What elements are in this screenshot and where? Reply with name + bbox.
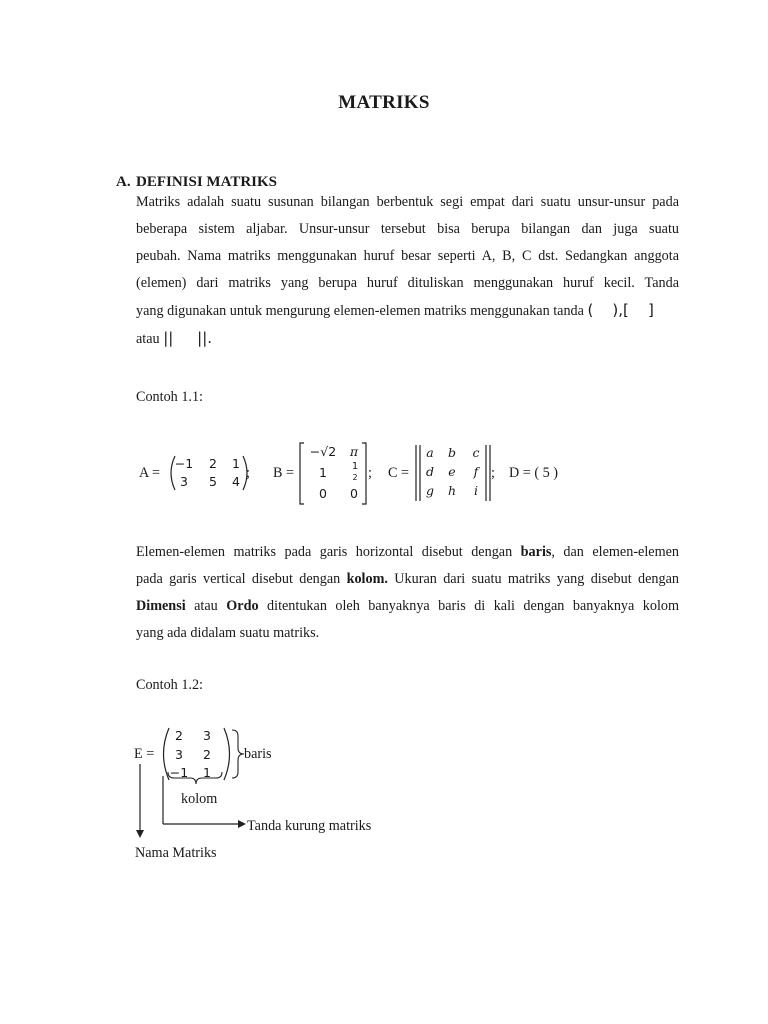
a22: 5 bbox=[209, 474, 217, 489]
a12: 2 bbox=[209, 456, 217, 471]
matrix-b-separator: ; bbox=[368, 465, 372, 481]
para2-line-4: yang ada didalam suatu matriks. bbox=[136, 625, 320, 641]
example-1-label: Contoh 1.1: bbox=[136, 389, 204, 405]
term-kolom: kolom. bbox=[346, 571, 388, 587]
section-heading: DEFINISI MATRIKS bbox=[136, 174, 277, 190]
e21: 3 bbox=[175, 747, 183, 762]
norm-sign: || ||. bbox=[163, 329, 213, 347]
c11: a bbox=[426, 445, 434, 460]
para2-l3-b: atau bbox=[194, 598, 218, 614]
matrix-c-separator: ; bbox=[491, 465, 495, 481]
matrix-e-label: E = bbox=[134, 746, 155, 762]
para2-l1-c: , dan elemen-elemen bbox=[551, 544, 680, 560]
para1-line-6 bbox=[136, 325, 679, 353]
para2-line-1 bbox=[136, 539, 679, 566]
c33: i bbox=[474, 483, 478, 498]
para2-l3-d: ditentukan oleh banyaknya baris di kali dengan banyaknya kolom bbox=[267, 598, 680, 614]
matrix-b-cells bbox=[298, 444, 372, 504]
matrix-b-label: B = bbox=[273, 465, 295, 481]
a21: 3 bbox=[180, 474, 188, 489]
section-number: A. bbox=[116, 174, 131, 190]
example-2-label: Contoh 1.2: bbox=[136, 677, 204, 693]
matrix-c-label: C = bbox=[388, 465, 410, 481]
c13: c bbox=[472, 445, 480, 460]
para1-line-2: beberapa sistem aljabar. Unsur-unsur tersebut bisa berupa bilangan dan juga suatu bbox=[136, 221, 679, 237]
matrix-a-separator: ; bbox=[246, 465, 250, 481]
bracket-signs: ( ),[ ] bbox=[587, 301, 654, 319]
para1-line-1: Matriks adalah suatu susunan bilangan berbentuk segi empat dari suatu unsur-unsur pada bbox=[136, 194, 679, 210]
e32: 1 bbox=[203, 765, 211, 780]
matrix-e-cells bbox=[160, 728, 226, 784]
b21: 1 bbox=[319, 465, 327, 480]
page-title: MATRIKS bbox=[338, 92, 430, 113]
para2-l2-a: pada garis vertical disebut dengan bbox=[136, 571, 341, 587]
b22-denominator: 2 bbox=[352, 473, 358, 482]
matrix-c-cells bbox=[413, 445, 493, 501]
kolom-label: kolom bbox=[181, 791, 218, 807]
e22: 2 bbox=[203, 747, 211, 762]
b22-numerator: 1 bbox=[351, 461, 359, 472]
baris-label: baris bbox=[244, 746, 272, 762]
matrix-a-cells bbox=[166, 456, 256, 492]
term-baris: baris bbox=[520, 544, 552, 560]
matrix-a-label: A = bbox=[139, 465, 161, 481]
bracket-note: Tanda kurung matriks bbox=[247, 818, 372, 834]
dimension-paragraph bbox=[136, 539, 679, 647]
para1-line-4: (elemen) dari matriks yang berupa huruf dituliskan menggunakan huruf kecil. Tanda bbox=[136, 275, 679, 291]
para1-line-5-text: yang digunakan untuk mengurung elemen-elemen matriks menggunakan tanda bbox=[136, 303, 584, 319]
term-ordo: Ordo bbox=[226, 598, 259, 614]
definition-paragraph bbox=[136, 189, 679, 353]
c12: b bbox=[447, 445, 456, 460]
c22: e bbox=[448, 464, 456, 479]
e12: 3 bbox=[203, 728, 211, 743]
para2-line-2 bbox=[136, 566, 679, 593]
a11: −1 bbox=[174, 456, 194, 471]
c32: h bbox=[447, 483, 457, 498]
para1-last-text: atau bbox=[136, 331, 160, 347]
b12: π bbox=[349, 444, 359, 459]
c23: f bbox=[473, 464, 479, 479]
a23: 4 bbox=[232, 474, 240, 489]
para2-line-3 bbox=[136, 593, 679, 620]
b22-fraction bbox=[346, 461, 364, 483]
matrix-d: D = ( 5 ) bbox=[509, 465, 558, 481]
para2-l1-a: Elemen-elemen matriks pada garis horizontal disebut dengan bbox=[136, 544, 513, 560]
para2-l2-c: Ukuran dari suatu matriks yang disebut dengan bbox=[394, 571, 679, 587]
term-dimensi: Dimensi bbox=[136, 598, 186, 614]
para1-line-3: peubah. Nama matriks menggunakan huruf besar seperti A, B, C dst. Sedangkan anggota bbox=[136, 248, 679, 264]
b31: 0 bbox=[319, 486, 327, 501]
b32: 0 bbox=[350, 486, 358, 501]
c21: d bbox=[425, 464, 434, 479]
para1-line-5 bbox=[136, 297, 679, 325]
e31: −1 bbox=[169, 765, 189, 780]
e11: 2 bbox=[175, 728, 183, 743]
b11: −√2 bbox=[309, 444, 337, 459]
a13: 1 bbox=[232, 456, 240, 471]
name-note: Nama Matriks bbox=[135, 845, 217, 861]
c31: g bbox=[425, 483, 434, 498]
